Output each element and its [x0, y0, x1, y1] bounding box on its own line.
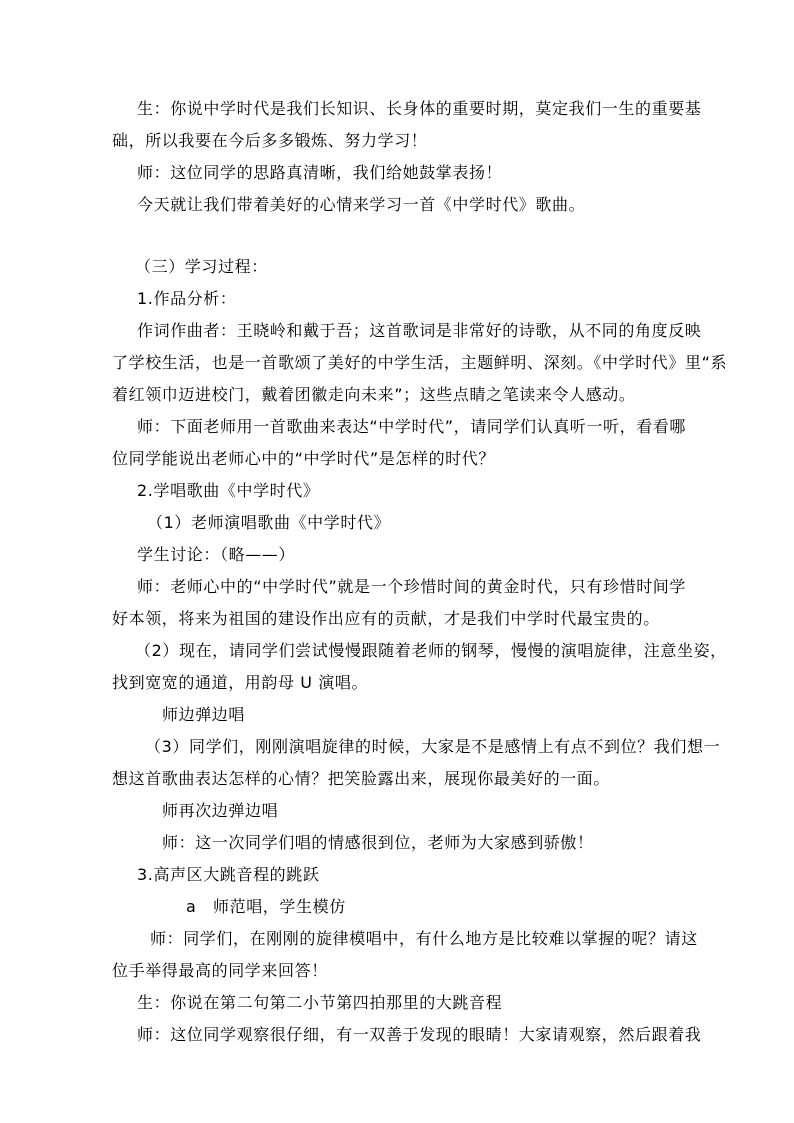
paragraph-line: 生：你说中学时代是我们长知识、长身体的重要时期，莫定我们一生的重要基: [137, 99, 702, 118]
paragraph-line: 学生讨论：（略——）: [137, 545, 296, 564]
paragraph-line: 位同学能说出老师心中的“中学时代”是怎样的时代？: [112, 449, 495, 468]
paragraph-line: 师：同学们，在刚刚的旋律模唱中，有什么地方是比较难以掌握的呢？请这: [150, 929, 698, 948]
section-heading: （三）学习过程：: [135, 257, 268, 276]
paragraph-line: 师：这位同学的思路真清晰，我们给她鼓掌表扬！: [137, 163, 503, 182]
paragraph-line: 作词作曲者：王晓岭和戴于吾；这首歌词是非常好的诗歌，从不同的角度反映: [137, 321, 702, 340]
paragraph-line: 生：你说在第二句第二小节第四拍那里的大跳音程: [137, 993, 503, 1012]
paragraph-line: （1）老师演唱歌曲《中学时代》: [147, 513, 391, 532]
paragraph-line: 师边弹边唱: [162, 705, 246, 724]
paragraph-line: （3）同学们，刚刚演唱旋律的时候，大家是不是感情上有点不到位？我们想一: [145, 737, 721, 756]
paragraph-line: 着红领巾迈进校门，戴着团徽走向未来”；这些点睛之笔读来令人感动。: [112, 385, 636, 404]
paragraph-line: 师：这位同学观察很仔细，有一双善于发现的眼睛！大家请观察，然后跟着我: [137, 1025, 702, 1044]
paragraph-line: 础，所以我要在今后多多锻炼、努力学习！: [112, 131, 428, 150]
paragraph-line: 今天就让我们带着美好的心情来学习一首《中学时代》歌曲。: [137, 195, 586, 214]
paragraph-line: 好本领，将来为祖国的建设作出应有的贡献，才是我们中学时代最宝贵的。: [112, 609, 660, 628]
paragraph-line: 了学校生活，也是一首歌颂了美好的中学生活，主题鲜明、深刻。《中学时代》里“系: [112, 353, 728, 372]
paragraph-line: 想这首歌曲表达怎样的心情？把笑脸露出来，展现你最美好的一面。: [112, 769, 611, 788]
subsection-heading: 3.高声区大跳音程的跳跃: [137, 865, 320, 884]
subsection-heading: 2.学唱歌曲《中学时代》: [137, 481, 320, 500]
paragraph-line: 师：下面老师用一首歌曲来表达“中学时代”，请同学们认真听一听，看看哪: [137, 417, 686, 436]
paragraph-line: （2）现在，请同学们尝试慢慢跟随着老师的钢琴，慢慢的演唱旋律，注意坐姿，: [135, 641, 727, 660]
paragraph-line: 找到宽宽的通道，用韵母 U 演唱。: [112, 673, 369, 692]
paragraph-line: 师：老师心中的“中学时代”就是一个珍惜时间的黄金时代，只有珍惜时间学: [137, 577, 686, 596]
paragraph-line: 位手举得最高的同学来回答！: [112, 961, 328, 980]
paragraph-line: a 师范唱，学生模仿: [186, 897, 346, 916]
paragraph-line: 师再次边弹边唱: [162, 801, 279, 820]
paragraph-line: 师：这一次同学们唱的情感很到位，老师为大家感到骄傲！: [162, 833, 594, 852]
subsection-heading: 1.作品分析：: [137, 289, 237, 308]
